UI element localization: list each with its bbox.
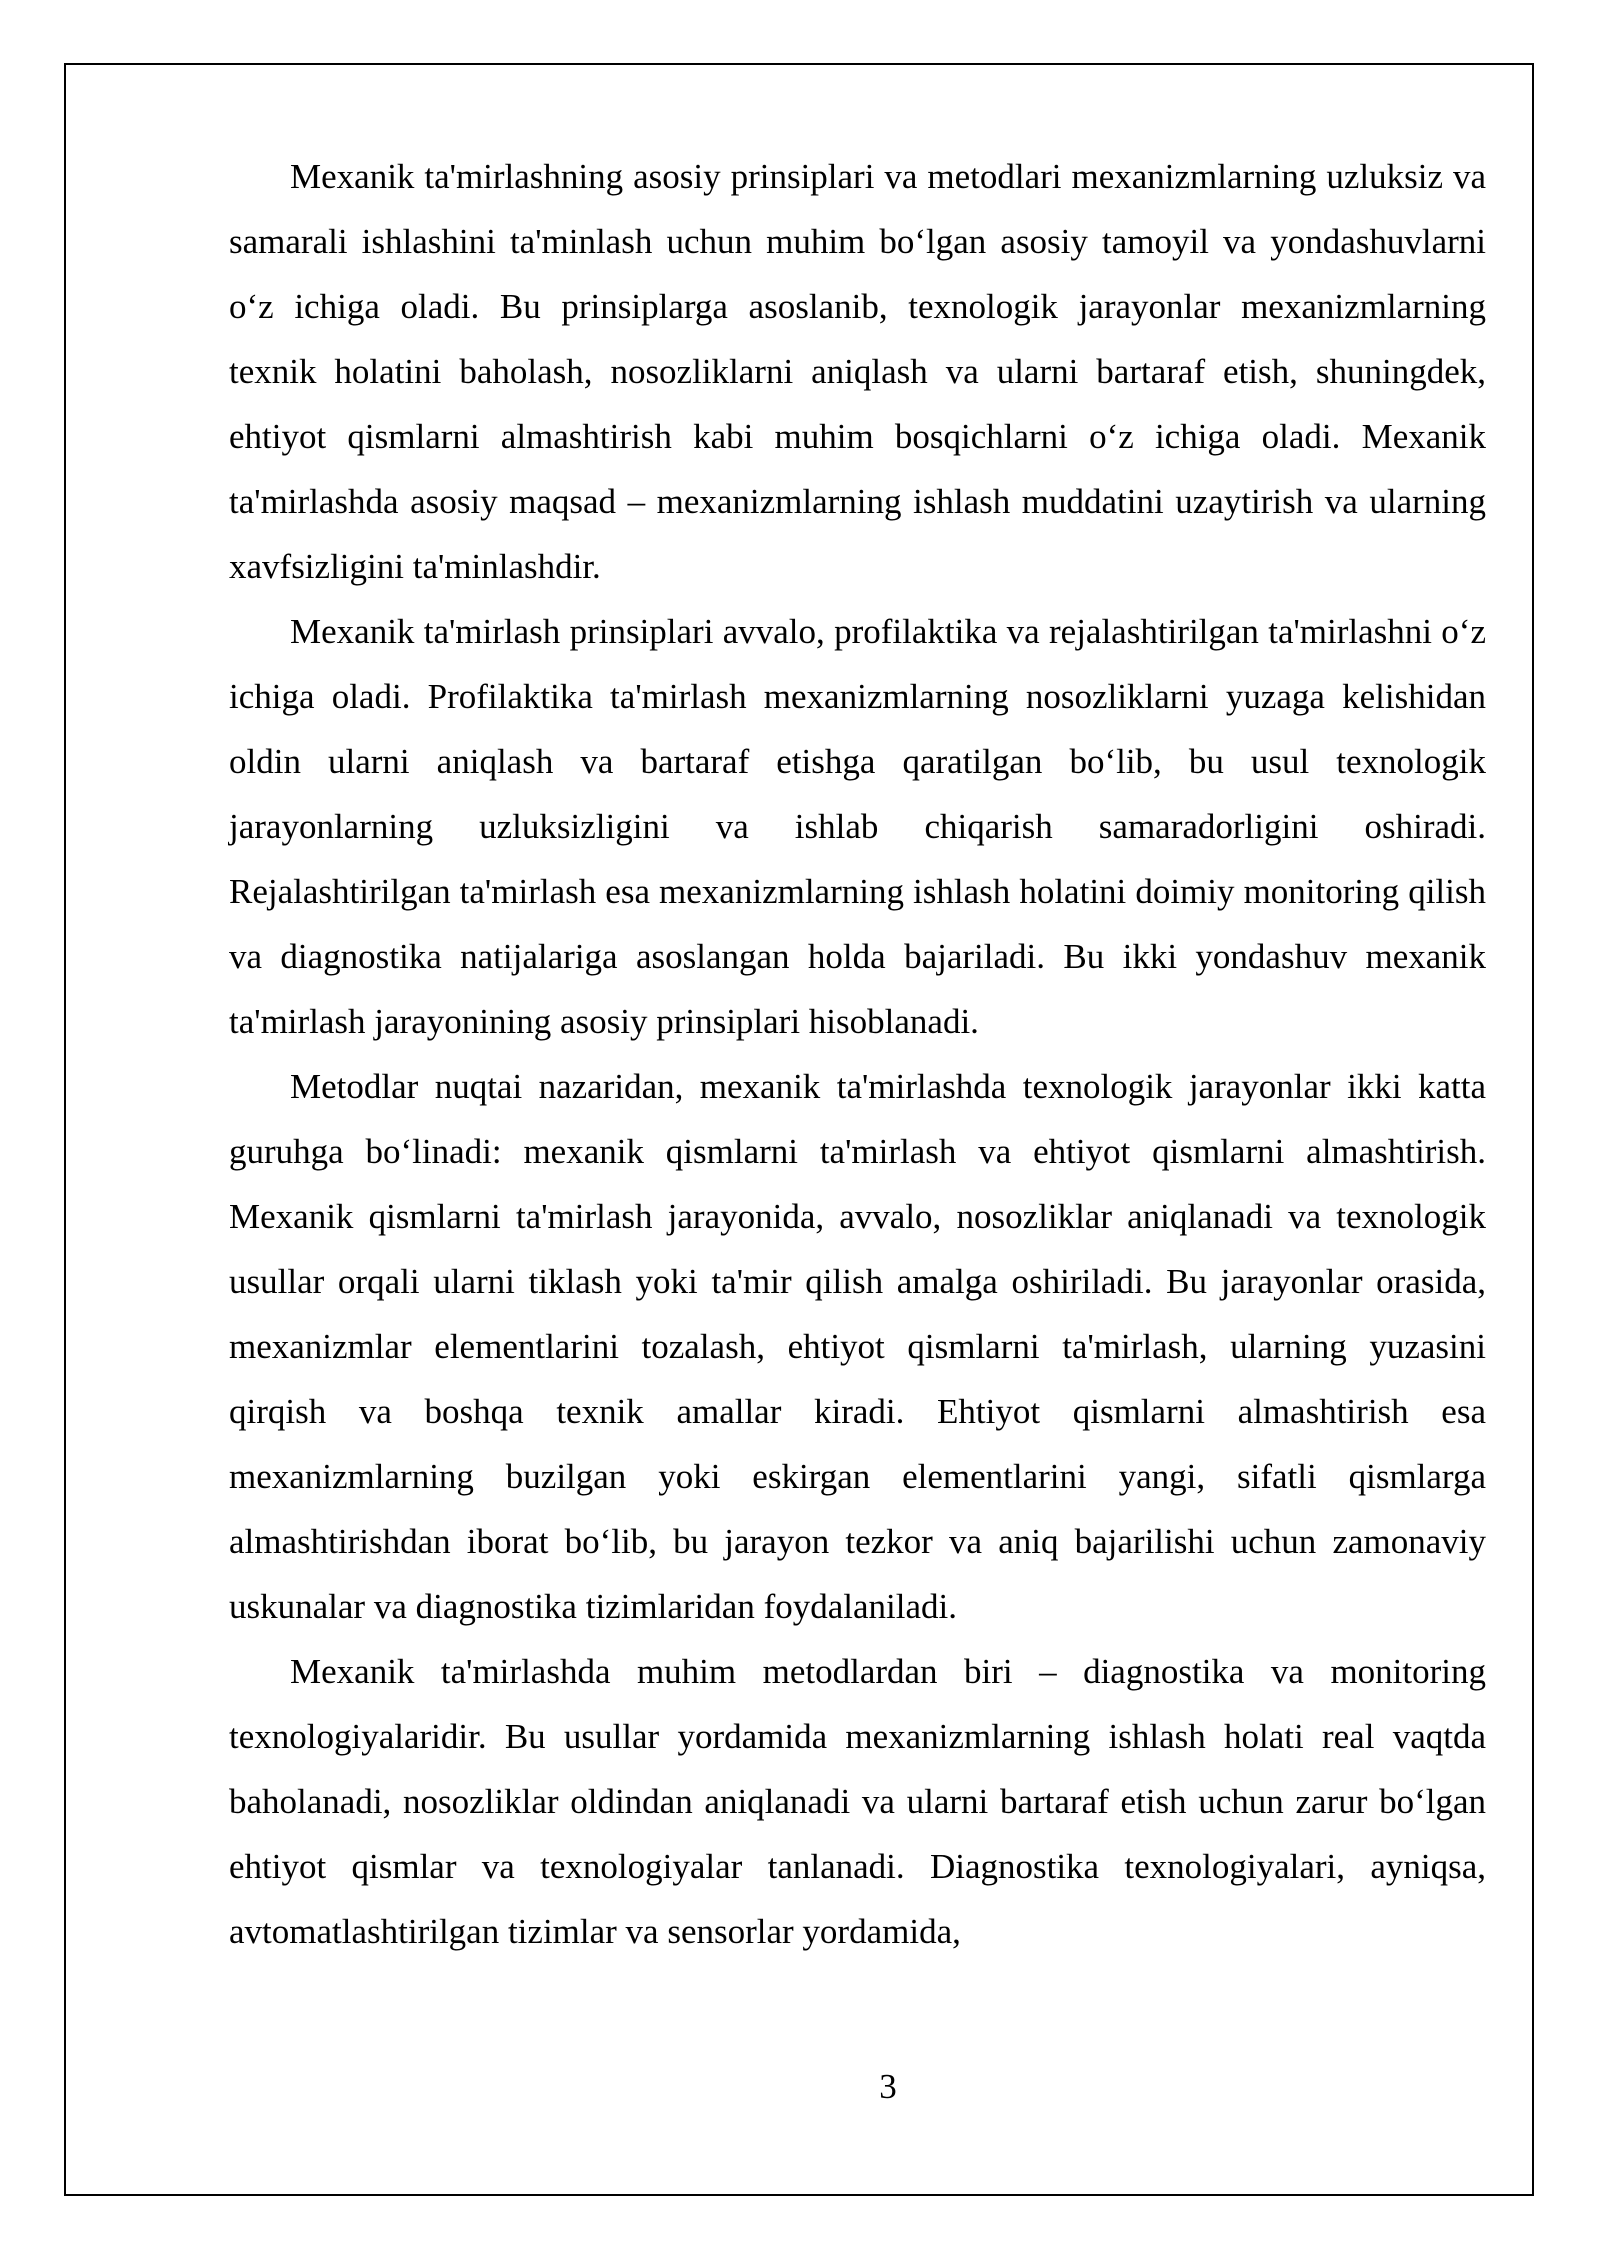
paragraph-4: Mexanik ta'mirlashda muhim metodlardan biri – diagnostika va monitoring texnologiyalaridir. Bu usullar yordamida mexanizmlarning ishlash holati real vaqtda baholanadi, nosozliklar oldindan aniqlanadi va ularni bartaraf etish uchun zarur bo‘lgan ehtiyot qismlar va texnologiyalar tanlanadi. Diagnostika texnologiyalari, ayniqsa, avtomatlashtirilgan tizimlar va sensorlar yordamida,	[229, 1652, 1486, 1951]
paragraph-1: Mexanik ta'mirlashning asosiy prinsiplari va metodlari mexanizmlarning uzluksiz va samarali ishlashini ta'minlash uchun muhim bo‘lgan asosiy tamoyil va yondashuvlarni o‘z ichiga oladi. Bu prinsiplarga asoslanib, texnologik jarayonlar mexanizmlarning texnik holatini baholash, nosozliklarni aniqlash va ularni bartaraf etish, shuningdek, ehtiyot qismlarni almashtirish kabi muhim bosqichlarni o‘z ichiga oladi. Mexanik ta'mirlashda asosiy maqsad – mexanizmlarning ishlash muddatini uzaytirish va ularning xavfsizligini ta'minlashdir.	[229, 157, 1486, 586]
page-number: 3	[879, 2067, 897, 2106]
paragraph-2: Mexanik ta'mirlash prinsiplari avvalo, profilaktika va rejalashtirilgan ta'mirlashni o‘z ichiga oladi. Profilaktika ta'mirlash mexanizmlarning nosozliklarni yuzaga kelishidan oldin ularni aniqlash va bartaraf etishga qaratilgan bo‘lib, bu usul texnologik jarayonlarning uzluksizligini va ishlab chiqarish samaradorligini oshiradi. Rejalashtirilgan ta'mirlash esa mexanizmlarning ishlash holatini doimiy monitoring qilish va diagnostika natijalariga asoslangan holda bajariladi. Bu ikki yondashuv mexanik ta'mirlash jarayonining asosiy prinsiplari hisoblanadi.	[229, 612, 1486, 1041]
document-body	[229, 144, 1486, 1964]
paragraph-3: Metodlar nuqtai nazaridan, mexanik ta'mirlashda texnologik jarayonlar ikki katta guruhga bo‘linadi: mexanik qismlarni ta'mirlash va ehtiyot qismlarni almashtirish. Mexanik qismlarni ta'mirlash jarayonida, avvalo, nosozliklar aniqlanadi va texnologik usullar orqali ularni tiklash yoki ta'mir qilish amalga oshiriladi. Bu jarayonlar orasida, mexanizmlar elementlarini tozalash, ehtiyot qismlarni ta'mirlash, ularning yuzasini qirqish va boshqa texnik amallar kiradi. Ehtiyot qismlarni almashtirish esa mexanizmlarning buzilgan yoki eskirgan elementlarini yangi, sifatli qismlarga almashtirishdan iborat bo‘lib, bu jarayon tezkor va aniq bajarilishi uchun zamonaviy uskunalar va diagnostika tizimlaridan foydalaniladi.	[229, 1067, 1486, 1626]
